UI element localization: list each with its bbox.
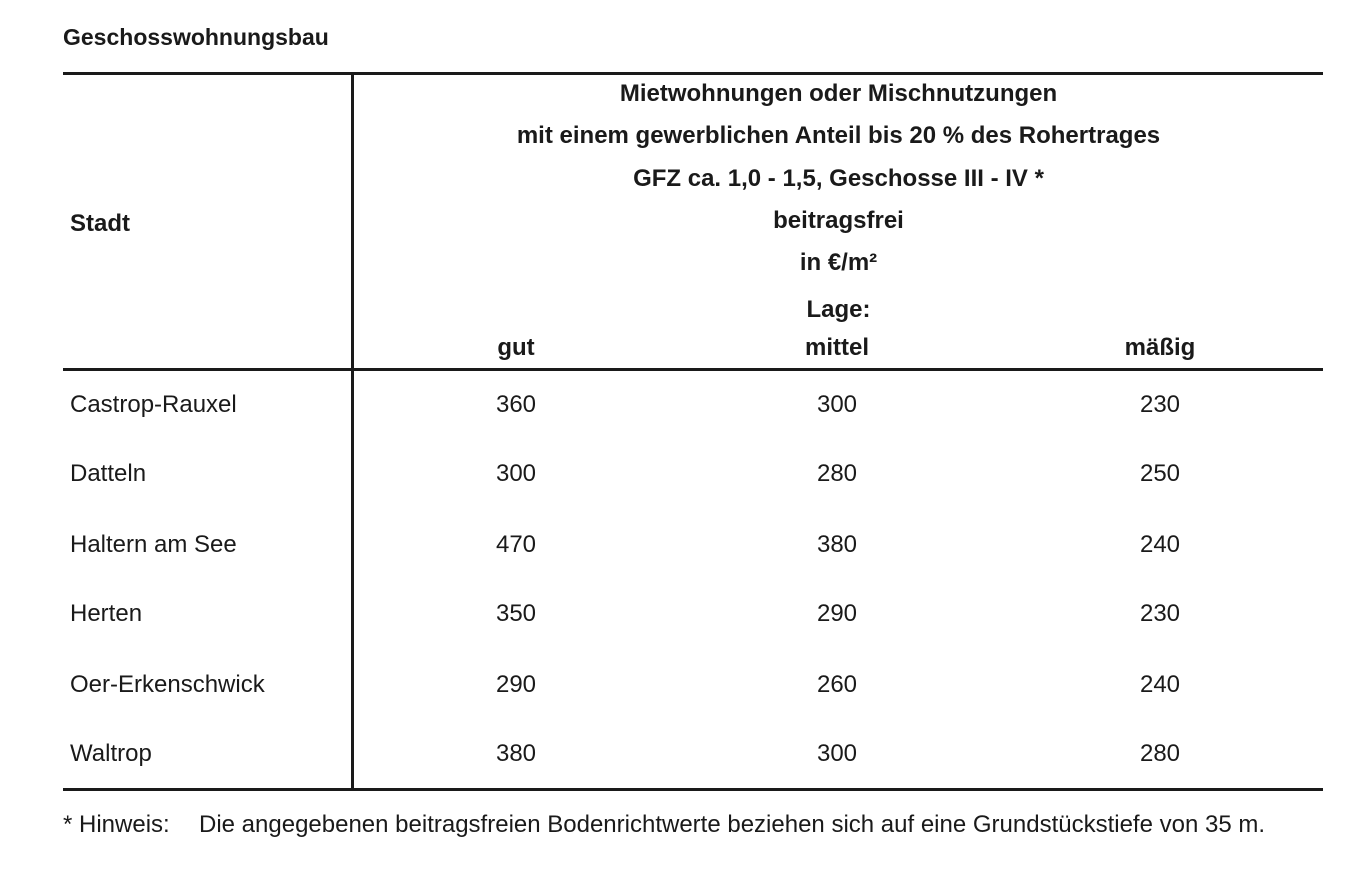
table-row bbox=[63, 665, 1323, 705]
footnote-marker: * Hinweis: bbox=[63, 811, 170, 838]
column-header-mittel: mittel bbox=[804, 334, 869, 361]
value-massig-cell: 230 bbox=[1139, 600, 1181, 627]
value-massig-cell: 240 bbox=[1139, 671, 1181, 698]
column-header-massig: mäßig bbox=[1124, 334, 1196, 361]
value-gut-cell: 380 bbox=[495, 740, 537, 767]
header-line-lage: Lage: bbox=[806, 296, 871, 323]
footnote-text: Die angegebenen beitragsfreien Bodenrichtwerte beziehen sich auf eine Grundstückstiefe von 35 m. bbox=[199, 811, 1265, 838]
header-line-share: mit einem gewerblichen Anteil bis 20 % des Rohertrages bbox=[516, 122, 1161, 149]
value-massig-cell: 230 bbox=[1139, 391, 1181, 418]
header-line-usage: Mietwohnungen oder Mischnutzungen bbox=[619, 80, 1058, 107]
table-row bbox=[63, 525, 1323, 565]
value-gut-cell: 350 bbox=[495, 600, 537, 627]
value-gut-cell: 470 bbox=[495, 531, 537, 558]
city-cell: Herten bbox=[70, 600, 143, 627]
value-gut-cell: 360 bbox=[495, 391, 537, 418]
city-cell: Waltrop bbox=[70, 740, 152, 767]
document-title: Geschosswohnungsbau bbox=[63, 24, 329, 50]
value-mittel-cell: 290 bbox=[816, 600, 858, 627]
value-gut-cell: 300 bbox=[495, 460, 537, 487]
column-header-gut: gut bbox=[497, 334, 535, 361]
value-mittel-cell: 280 bbox=[816, 460, 858, 487]
table-header-rule bbox=[63, 368, 1323, 371]
table-row bbox=[63, 734, 1323, 774]
value-mittel-cell: 380 bbox=[816, 531, 858, 558]
value-massig-cell: 280 bbox=[1139, 740, 1181, 767]
value-mittel-cell: 260 bbox=[816, 671, 858, 698]
header-line-beitragsfrei: beitragsfrei bbox=[773, 207, 904, 234]
table-row bbox=[63, 594, 1323, 634]
table-row bbox=[63, 385, 1323, 425]
table-row bbox=[63, 454, 1323, 494]
city-cell: Oer-Erkenschwick bbox=[70, 671, 265, 698]
header-line-gfz: GFZ ca. 1,0 - 1,5, Geschosse III - IV * bbox=[633, 165, 1044, 192]
table-top-rule bbox=[63, 72, 1323, 75]
city-cell: Datteln bbox=[70, 460, 147, 487]
city-cell: Haltern am See bbox=[70, 531, 237, 558]
value-massig-cell: 250 bbox=[1139, 460, 1181, 487]
stadt-column-header: Stadt bbox=[70, 210, 130, 237]
city-cell: Castrop-Rauxel bbox=[70, 391, 237, 418]
value-mittel-cell: 300 bbox=[816, 740, 858, 767]
table-bottom-rule bbox=[63, 788, 1323, 791]
value-mittel-cell: 300 bbox=[816, 391, 858, 418]
value-massig-cell: 240 bbox=[1139, 531, 1181, 558]
header-line-unit: in €/m² bbox=[799, 249, 878, 276]
value-gut-cell: 290 bbox=[495, 671, 537, 698]
